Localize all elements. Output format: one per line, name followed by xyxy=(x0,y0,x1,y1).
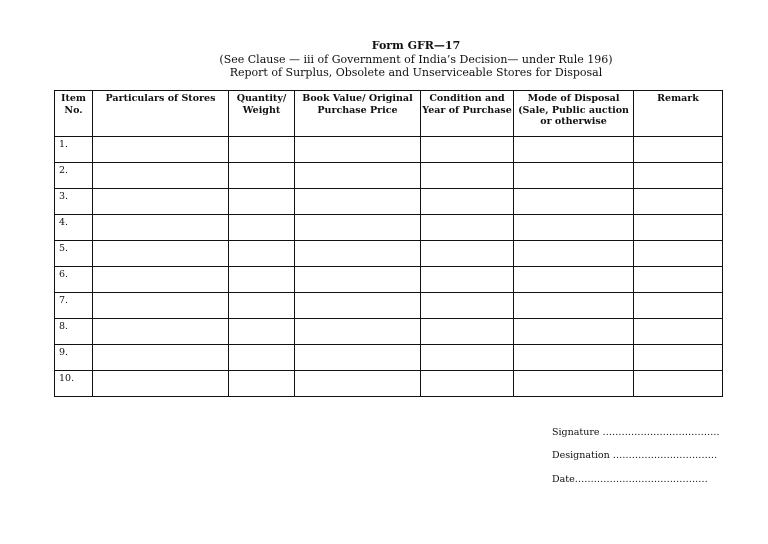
table-cell xyxy=(295,319,421,345)
date-line: Date…………………………………… xyxy=(552,474,708,485)
row-number: 10. xyxy=(55,371,93,397)
table-cell xyxy=(421,189,514,215)
table-cell xyxy=(634,241,723,267)
table-row xyxy=(55,293,723,319)
table-cell xyxy=(93,267,229,293)
table-cell xyxy=(93,345,229,371)
table-cell xyxy=(295,163,421,189)
table-header-row xyxy=(55,91,723,137)
col-header-remark: Remark xyxy=(634,91,723,137)
table-cell xyxy=(93,163,229,189)
row-number: 7. xyxy=(55,293,93,319)
table-cell xyxy=(229,371,295,397)
row-number: 6. xyxy=(55,267,93,293)
col-header-mode-of-disposal: Mode of Disposal (Sale, Public auction or otherwise xyxy=(514,91,634,137)
table-cell xyxy=(93,241,229,267)
row-number: 1. xyxy=(55,137,93,163)
table-cell xyxy=(229,267,295,293)
row-number: 4. xyxy=(55,215,93,241)
table-row xyxy=(55,267,723,293)
table-cell xyxy=(514,345,634,371)
col-header-condition: Condition and Year of Purchase xyxy=(421,91,514,137)
table-row xyxy=(55,215,723,241)
table-cell xyxy=(634,345,723,371)
col-header-item-no: Item No. xyxy=(55,91,93,137)
table-cell xyxy=(295,241,421,267)
row-number: 8. xyxy=(55,319,93,345)
table-cell xyxy=(93,215,229,241)
table-cell xyxy=(421,345,514,371)
table-cell xyxy=(514,293,634,319)
table-cell xyxy=(634,189,723,215)
table-cell xyxy=(93,137,229,163)
table-cell xyxy=(229,345,295,371)
row-number: 2. xyxy=(55,163,93,189)
table-cell xyxy=(421,267,514,293)
table-row xyxy=(55,137,723,163)
col-header-quantity: Quantity/ Weight xyxy=(229,91,295,137)
table-row xyxy=(55,163,723,189)
table-cell xyxy=(634,137,723,163)
table-cell xyxy=(295,189,421,215)
table-cell xyxy=(295,371,421,397)
table-cell xyxy=(634,293,723,319)
table-cell xyxy=(421,163,514,189)
table-cell xyxy=(421,293,514,319)
table-cell xyxy=(295,267,421,293)
table-cell xyxy=(295,345,421,371)
disposal-table xyxy=(54,90,723,397)
table-cell xyxy=(93,189,229,215)
table-cell xyxy=(229,319,295,345)
table-row xyxy=(55,371,723,397)
table-row xyxy=(55,319,723,345)
table-cell xyxy=(421,371,514,397)
table-cell xyxy=(514,319,634,345)
table-cell xyxy=(634,215,723,241)
designation-line: Designation …………………………… xyxy=(552,450,718,461)
table-body xyxy=(55,137,723,397)
table-cell xyxy=(229,137,295,163)
table-cell xyxy=(634,371,723,397)
table-cell xyxy=(634,163,723,189)
table-cell xyxy=(229,293,295,319)
table-cell xyxy=(514,267,634,293)
report-title: Report of Surplus, Obsolete and Unserviceable Stores for Disposal xyxy=(229,66,603,79)
row-number: 9. xyxy=(55,345,93,371)
table-cell xyxy=(93,319,229,345)
table-cell xyxy=(634,319,723,345)
form-header xyxy=(0,39,768,79)
table-row xyxy=(55,189,723,215)
table-cell xyxy=(514,241,634,267)
row-number: 3. xyxy=(55,189,93,215)
table-cell xyxy=(514,137,634,163)
table-row xyxy=(55,241,723,267)
table-cell xyxy=(295,215,421,241)
table-cell xyxy=(514,371,634,397)
table-row xyxy=(55,345,723,371)
table-cell xyxy=(634,267,723,293)
table-cell xyxy=(514,189,634,215)
table-cell xyxy=(93,371,229,397)
signature-line: Signature ………………………………. xyxy=(552,427,720,438)
form-title: Form GFR—17 xyxy=(371,39,461,52)
table-cell xyxy=(229,241,295,267)
col-header-book-value: Book Value/ Original Purchase Price xyxy=(295,91,421,137)
table-cell xyxy=(514,163,634,189)
clause-reference: (See Clause — iii of Government of India’s Decision— under Rule 196) xyxy=(219,53,613,66)
table-cell xyxy=(421,215,514,241)
table-cell xyxy=(514,215,634,241)
table-cell xyxy=(229,189,295,215)
table-cell xyxy=(295,293,421,319)
table-cell xyxy=(295,137,421,163)
col-header-particulars: Particulars of Stores xyxy=(93,91,229,137)
row-number: 5. xyxy=(55,241,93,267)
table-cell xyxy=(421,137,514,163)
table-cell xyxy=(229,163,295,189)
table-cell xyxy=(421,241,514,267)
table-cell xyxy=(421,319,514,345)
table-cell xyxy=(229,215,295,241)
table-cell xyxy=(93,293,229,319)
